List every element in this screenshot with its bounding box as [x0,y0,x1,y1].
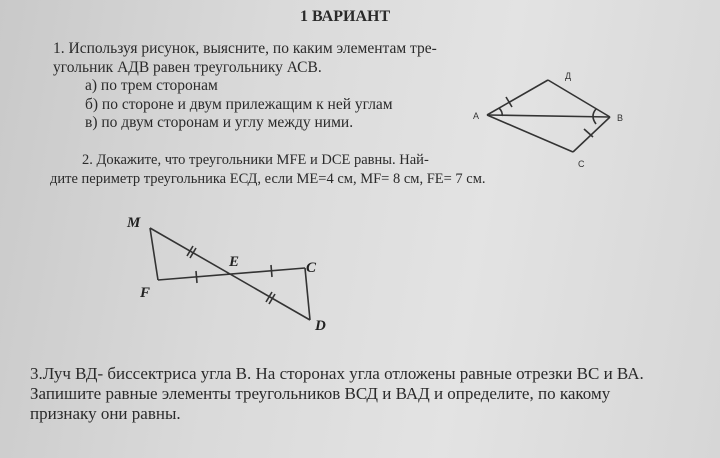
question-1-line-1: 1. Используя рисунок, выясните, по каким элементам тре- [53,40,437,57]
question-3 [30,364,644,424]
figure-2-vertex-m: M [127,215,141,231]
question-1-option-b: б) по стороне и двум прилежащим к ней углам [85,95,393,113]
question-1-line-2: угольник АДВ равен треугольнику АСВ. [53,58,322,76]
question-1-option-a: а) по трем сторонам [85,77,218,94]
figure-2-vertex-e: E [229,254,240,270]
figure-2-vertex-f: F [140,285,151,301]
figure-1-vertex-b: В [617,113,624,123]
page-title: 1 ВАРИАНТ [300,8,391,25]
question-3-line-3: признаку они равны. [30,404,181,423]
figure-1-vertex-a: А [473,111,480,121]
question-1-option-c: в) по двум сторонам и углу между ними. [85,114,354,131]
figure-1-vertex-c: С [578,159,585,169]
figure-1-vertex-d: Д [565,71,572,81]
question-3-line-2: Запишите равные элементы треугольников ВСД и ВАД и определите, по какому [30,384,611,403]
figure-2-vertex-d: D [315,318,326,334]
question-2-line-1: 2. Докажите, что треугольники MFE и DCE равны. Най- [82,152,429,168]
figure-2-vertex-c: C [306,260,317,276]
question-2-line-2: дите периметр треугольника ЕСД, если ME=4 см, MF= 8 см, FE= 7 см. [50,171,486,187]
question-3-line-1: 3.Луч ВД- биссектриса угла В. На сторонах угла отложены равные отрезки ВС и ВА. [30,364,644,383]
